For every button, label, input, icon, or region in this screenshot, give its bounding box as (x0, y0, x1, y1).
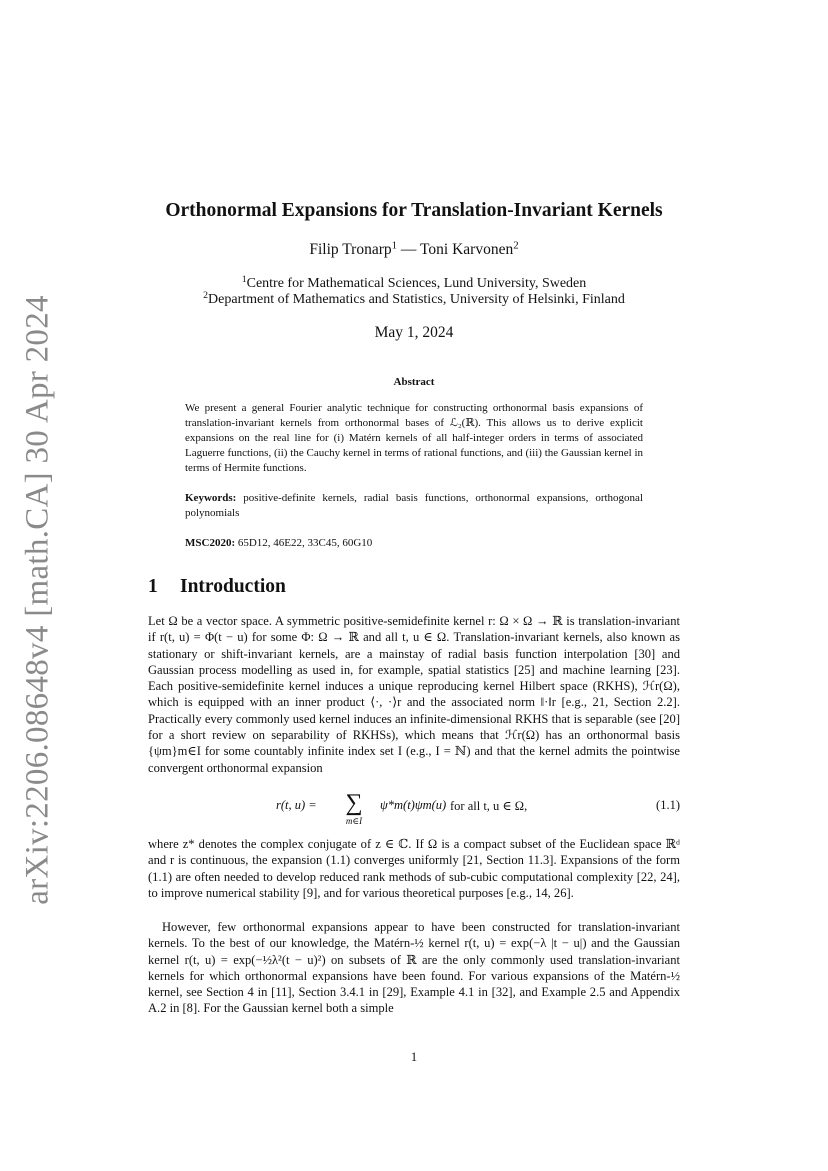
abstract-heading: Abstract (393, 376, 435, 388)
publication-date: May 1, 2024 (374, 324, 454, 341)
msc-label: MSC2020: (185, 537, 236, 549)
author-line (0, 241, 828, 259)
author-separator: — (397, 241, 421, 258)
section-title: Introduction (180, 576, 286, 597)
display-equation (148, 790, 680, 832)
equation-rhs: ψ*m(t)ψm(u) (380, 798, 447, 812)
affiliation-line (0, 276, 828, 292)
author-name: Toni Karvonen (420, 241, 514, 258)
summation-symbol: ∑ (345, 790, 363, 816)
affiliation-text: Department of Mathematics and Statistics, University of Helsinki, Finland (208, 292, 625, 307)
page-number: 1 (410, 1050, 418, 1064)
affiliation-mark: 2 (513, 239, 519, 252)
equation-lhs: r(t, u) = (276, 798, 317, 812)
body-paragraph: However, few orthonormal expansions appear to have been constructed for translation-invariant kernels. To the best of our knowledge, the Matérn-½ kernel r(t, u) = exp(−λ |t − u|) and the Gaussian kernel r(t, u) = exp(−½λ²(t − u)²) on subsets of ℝ are the only commonly used translation-invariant kernels for which orthonormal expansions have been found. For various expansions of the Matérn-½ kernel, see Section 4 in [11], Section 3.4.1 in [29], Example 4.1 in [32], and Example 2.5 and Appendix A.2 in [8]. For the Gaussian kernel both a simple (148, 920, 680, 1016)
msc-classification (185, 537, 643, 549)
affiliation-text: Centre for Mathematical Sciences, Lund University, Sweden (246, 276, 587, 291)
section-number: 1 (148, 576, 158, 597)
summation-index: m∈I (345, 816, 363, 826)
affiliation-line (0, 292, 828, 308)
msc-codes: 65D12, 46E22, 33C45, 60G10 (237, 537, 373, 549)
affiliation-mark: 1 (241, 274, 247, 286)
section-heading (148, 576, 286, 598)
equation-number: (1.1) (656, 798, 680, 812)
arxiv-identifier: arXiv:2206.08648v4 [math.CA] 30 Apr 2024 (19, 295, 56, 905)
equation-condition: for all t, u ∈ Ω, (450, 799, 528, 813)
body-paragraph: where z* denotes the complex conjugate of z ∈ ℂ. If Ω is a compact subset of the Euclidean space ℝᵈ and r is continuous, the expansion (1.1) converges uniformly [21, Section 11.3]. Expansions of the form (1.1) are often needed to develop reduced rank methods of sub-cubic computational complexity [22, 24], to improve numerical stability [9], and for various theoretical purposes [e.g., 14, 26]. (148, 837, 680, 900)
paper-title: Orthonormal Expansions for Translation-Invariant Kernels (165, 200, 663, 221)
affiliation-mark: 1 (391, 239, 398, 252)
body-paragraph: Let Ω be a vector space. A symmetric positive-semidefinite kernel r: Ω × Ω → ℝ is translation-invariant if r(t, u) = Φ(t − u) for some Φ: Ω → ℝ and all t, u ∈ Ω. Translation-invariant kernels, also known as stationary or shift-invariant kernels, are a mainstay of radial basis function interpolation [30] and Gaussian process modelling as used in, for example, spatial statistics [25] and machine learning [23]. Each positive-semidefinite kernel induces a unique reproducing kernel Hilbert space (RKHS), ℋr(Ω), which is equipped with an inner product ⟨·, ·⟩r and the associated norm ‖·‖r [e.g., 21, Section 2.2]. Practically every commonly used kernel induces an infinite-dimensional RKHS that is separable (see [20] for a short review on separability of RKHSs), which means that ℋr(Ω) has an orthonormal basis {ψm}m∈I for some countably infinite index set I (e.g., I = ℕ) and that the kernel admits the pointwise convergent orthonormal expansion (148, 614, 680, 775)
arxiv-side-stamp (8, 295, 68, 905)
keywords (185, 491, 643, 521)
keywords-label: Keywords: (185, 492, 237, 504)
keywords-text: positive-definite kernels, radial basis functions, orthonormal expansions, orthogonal polynomials (185, 492, 643, 520)
summation (330, 791, 378, 827)
abstract-text: We present a general Fourier analytic technique for constructing orthonormal basis expansions of translation-invariant kernels from orthonormal bases of ℒ₂(ℝ). This allows us to derive explicit expansions on the real line for (i) Matérn kernels of all half-integer orders in terms of associated Laguerre functions, (ii) the Cauchy kernel in terms of rational functions, and (iii) the Gaussian kernel in terms of Hermite functions. (185, 402, 643, 475)
affiliation-mark: 2 (203, 290, 209, 302)
author-name: Filip Tronarp (309, 241, 392, 258)
